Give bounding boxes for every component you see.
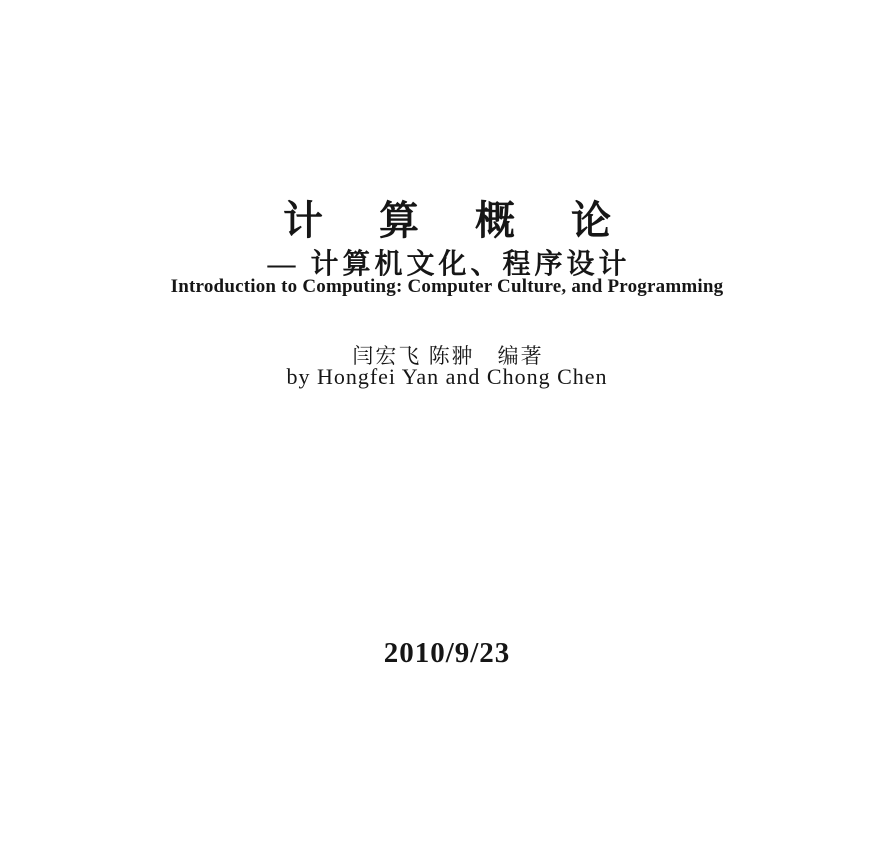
byline: by Hongfei Yan and Chong Chen [286,364,608,389]
book-subtitle: — 计算机文化、程序设计 [267,249,631,280]
title-block [24,0,870,842]
publication-date: 2010/9/23 [383,637,511,669]
english-title: Introduction to Computing: Computer Culture, and Programming [170,276,724,297]
authors-line: 闫宏飞 陈翀 编著 [352,344,544,368]
book-title: 计 算 概 论 [283,198,634,243]
